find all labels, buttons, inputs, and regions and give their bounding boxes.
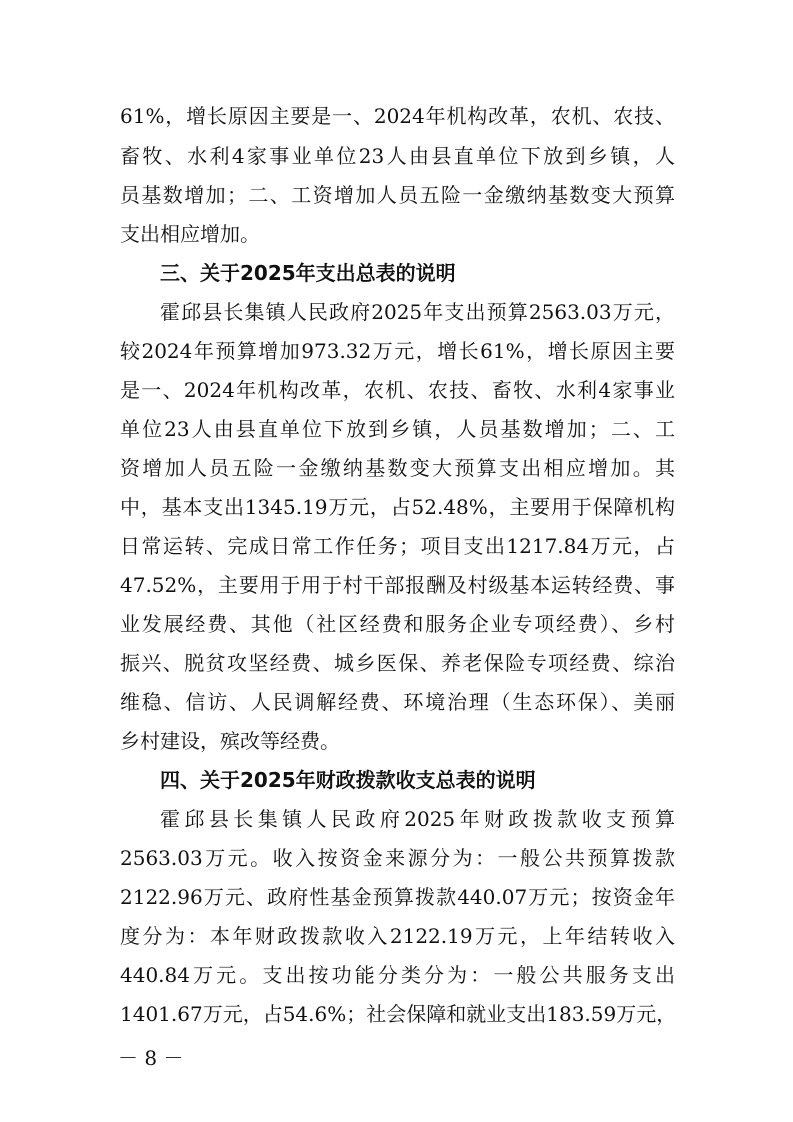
body-line: 业发展经费、其他（社区经费和服务企业专项经费）、乡村 bbox=[120, 612, 675, 636]
section-heading: 三、关于2025年支出总表的说明 bbox=[160, 261, 456, 285]
page-number: － 8 － bbox=[118, 1046, 184, 1070]
body-line: 较2024年预算增加973.32万元，增长61%，增长原因主要 bbox=[120, 339, 675, 363]
body-line: 乡村建设，殡改等经费。 bbox=[120, 729, 340, 753]
body-line: 畜牧、水利4家事业单位23人由县直单位下放到乡镇，人 bbox=[120, 144, 675, 168]
body-line: 47.52%，主要用于用于村干部报酬及村级基本运转经费、事 bbox=[120, 573, 675, 597]
body-line: 单位23人由县直单位下放到乡镇，人员基数增加；二、工 bbox=[120, 417, 675, 441]
body-line: 440.84万元。支出按功能分类分为：一般公共服务支出 bbox=[120, 963, 675, 987]
body-line: 日常运转、完成日常工作任务；项目支出1217.84万元，占 bbox=[120, 534, 675, 558]
body-line: 2122.96万元、政府性基金预算拨款440.07万元；按资金年 bbox=[120, 885, 675, 909]
body-line: 中，基本支出1345.19万元，占52.48%，主要用于保障机构 bbox=[120, 495, 675, 519]
body-line: 霍邱县长集镇人民政府2025年财政拨款收支预算 bbox=[160, 807, 675, 831]
body-line: 1401.67万元，占54.6%；社会保障和就业支出183.59万元， bbox=[120, 1002, 677, 1026]
section-heading: 四、关于2025年财政拨款收支总表的说明 bbox=[160, 768, 536, 792]
body-line: 资增加人员五险一金缴纳基数变大预算支出相应增加。其 bbox=[120, 456, 675, 480]
body-line: 霍邱县长集镇人民政府2025年支出预算2563.03万元， bbox=[160, 300, 675, 324]
body-line: 支出相应增加。 bbox=[120, 222, 260, 246]
body-line: 振兴、脱贫攻坚经费、城乡医保、养老保险专项经费、综治 bbox=[120, 651, 675, 675]
body-line: 2563.03万元。收入按资金来源分为：一般公共预算拨款 bbox=[120, 846, 675, 870]
body-line: 员基数增加；二、工资增加人员五险一金缴纳基数变大预算 bbox=[120, 183, 675, 207]
body-line: 维稳、信访、人民调解经费、环境治理（生态环保）、美丽 bbox=[120, 690, 675, 714]
body-line: 是一、2024年机构改革，农机、农技、畜牧、水利4家事业 bbox=[120, 378, 675, 402]
body-line: 61%，增长原因主要是一、2024年机构改革，农机、农技、 bbox=[120, 104, 675, 128]
body-line: 度分为：本年财政拨款收入2122.19万元，上年结转收入 bbox=[120, 924, 675, 948]
